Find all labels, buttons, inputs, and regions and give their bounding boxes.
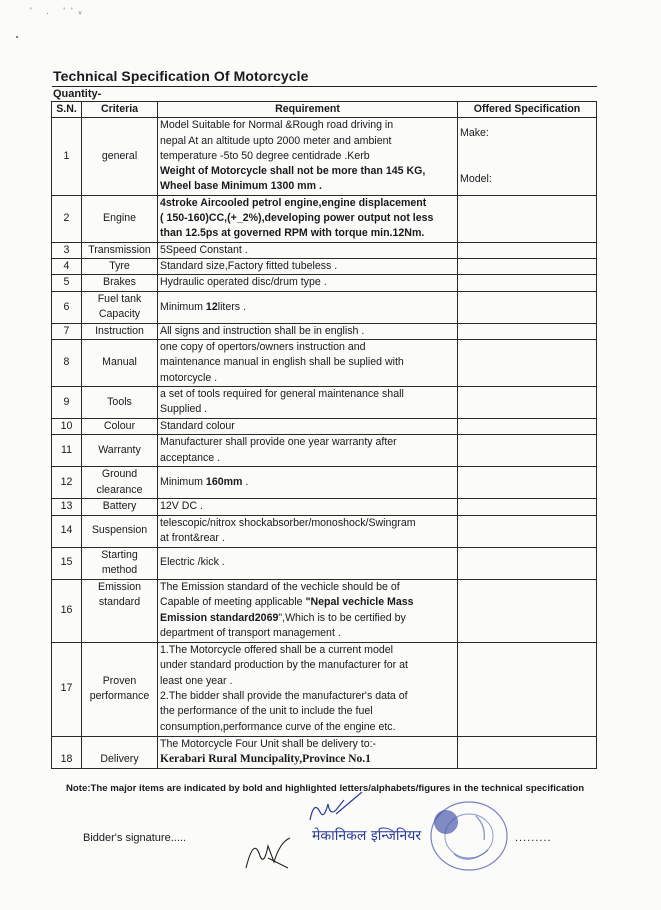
req-text: Minimum	[160, 476, 206, 489]
header-requirement: Requirement	[158, 102, 458, 118]
table-row	[52, 118, 597, 195]
row-sn: 4	[52, 259, 82, 275]
table-row	[52, 515, 597, 547]
offered-cell[interactable]	[458, 499, 597, 515]
req-line	[160, 611, 455, 626]
row-criteria: Colour	[82, 418, 158, 434]
row-requirement: 12V DC .	[158, 499, 458, 515]
req-line: under standard production by the manufacturer for at	[160, 659, 408, 672]
req-line: 2.The bidder shall provide the manufacturer's data of	[160, 690, 408, 703]
delivery-location: Kerabari Rural Muncipality,Province No.1	[160, 753, 371, 766]
header-criteria: Criteria	[82, 102, 158, 118]
req-text: Minimum	[160, 300, 206, 313]
criteria-line: Starting	[101, 548, 138, 561]
criteria-line: performance	[89, 690, 150, 703]
table-row	[52, 259, 597, 275]
row-requirement: Hydraulic operated disc/drum type .	[158, 275, 458, 291]
row-requirement: All signs and instruction shall be in english .	[158, 323, 458, 339]
table-row	[52, 499, 597, 515]
req-line-bold: Weight of Motorcycle shall not be more than 145 KG,	[160, 165, 426, 178]
row-requirement	[158, 291, 458, 323]
req-line: maintenance manual in english shall be suplied with	[160, 356, 404, 369]
req-line: consumption,performance curve of the engine etc.	[160, 720, 396, 733]
row-sn: 16	[52, 579, 82, 642]
signature-dots: .........	[515, 832, 552, 844]
row-criteria: Suspension	[82, 515, 158, 547]
row-requirement	[158, 386, 458, 418]
quantity-label: Quantity-	[53, 88, 102, 100]
req-line: 1.The Motorcycle offered shall be a current model	[160, 644, 393, 657]
row-criteria: Brakes	[82, 275, 158, 291]
stamp-text: मेकानिकल इन्जिनियर	[312, 828, 422, 844]
criteria-line: method	[101, 564, 138, 577]
criteria-line: Fuel tank	[97, 292, 142, 305]
criteria-line: Emission	[98, 580, 141, 593]
table-row	[52, 579, 597, 642]
row-requirement: 5Speed Constant .	[158, 242, 458, 258]
row-criteria	[82, 547, 158, 579]
scan-specks: ' . ''ᵥ	[30, 6, 88, 16]
req-line: at front&rear .	[160, 532, 225, 545]
offered-cell[interactable]	[458, 386, 597, 418]
offered-cell[interactable]	[458, 435, 597, 467]
offered-cell[interactable]	[458, 259, 597, 275]
official-seal-icon	[424, 796, 514, 880]
table-row	[52, 275, 597, 291]
row-requirement: Standard colour	[158, 418, 458, 434]
offered-model-label: Model:	[460, 172, 492, 185]
req-line: a set of tools required for general maintenance shall	[160, 388, 404, 401]
row-sn: 3	[52, 242, 82, 258]
offered-cell[interactable]	[458, 275, 597, 291]
criteria-line: Ground	[101, 468, 138, 481]
row-sn: 6	[52, 291, 82, 323]
row-sn: 1	[52, 118, 82, 195]
table-header-row	[52, 102, 597, 118]
table-row	[52, 386, 597, 418]
req-line: acceptance .	[160, 451, 221, 464]
req-bold-value: 12	[205, 300, 218, 313]
req-line-bold: ( 150-160)CC,(+_2%),developing power output not less	[160, 212, 434, 225]
req-line	[160, 595, 455, 610]
offered-cell[interactable]	[458, 195, 597, 242]
offered-cell[interactable]	[458, 242, 597, 258]
row-criteria: Tyre	[82, 259, 158, 275]
table-row	[52, 242, 597, 258]
row-sn: 17	[52, 642, 82, 736]
row-sn: 15	[52, 547, 82, 579]
row-requirement: Electric /kick .	[158, 547, 458, 579]
row-criteria	[82, 642, 158, 736]
table-row	[52, 418, 597, 434]
req-line: one copy of opertors/owners instruction and	[160, 341, 366, 354]
row-requirement	[158, 339, 458, 386]
req-line: Supplied .	[160, 403, 208, 416]
req-text: ",Which is to be certified by	[278, 611, 406, 624]
table-row	[52, 435, 597, 467]
row-criteria: Transmission	[82, 242, 158, 258]
row-requirement	[158, 642, 458, 736]
bidder-signature-label: Bidder's signature.....	[83, 832, 186, 844]
table-row	[52, 339, 597, 386]
row-sn: 10	[52, 418, 82, 434]
req-text: Capable of meeting applicable	[160, 596, 306, 609]
criteria-line: clearance	[96, 483, 143, 496]
req-line: The Emission standard of the vechicle should be of	[160, 580, 400, 593]
row-requirement: Standard size,Factory fitted tubeless .	[158, 259, 458, 275]
row-sn: 7	[52, 323, 82, 339]
criteria-line: Capacity	[98, 308, 141, 321]
row-sn: 11	[52, 435, 82, 467]
req-bold-value: Emission standard2069	[160, 611, 279, 624]
table-row	[52, 547, 597, 579]
spec-table	[51, 101, 597, 769]
row-criteria: Tools	[82, 386, 158, 418]
offered-cell[interactable]	[458, 339, 597, 386]
req-line: nepal At an altitude upto 2000 meter and ambient	[160, 134, 392, 147]
row-criteria	[82, 291, 158, 323]
table-row	[52, 195, 597, 242]
row-requirement	[158, 467, 458, 499]
offered-cell[interactable]	[458, 418, 597, 434]
criteria-line: Proven	[102, 674, 137, 687]
row-criteria: general	[82, 118, 158, 195]
header-offered: Offered Specification	[458, 102, 597, 118]
row-criteria	[82, 579, 158, 642]
offered-cell[interactable]	[458, 515, 597, 547]
row-sn: 5	[52, 275, 82, 291]
table-row	[52, 323, 597, 339]
row-requirement	[158, 579, 458, 642]
offered-cell[interactable]	[458, 547, 597, 579]
req-line: telescopic/nitrox shockabsorber/monoshock/Swingram	[160, 516, 416, 529]
offered-cell[interactable]	[458, 323, 597, 339]
req-line-bold: than 12.5ps at governed RPM with torque min.12Nm.	[160, 227, 425, 240]
row-criteria: Engine	[82, 195, 158, 242]
offered-cell[interactable]	[458, 579, 597, 642]
offered-cell[interactable]	[458, 642, 597, 736]
row-criteria	[82, 467, 158, 499]
row-criteria: Manual	[82, 339, 158, 386]
row-sn: 9	[52, 386, 82, 418]
row-criteria: Instruction	[82, 323, 158, 339]
footnote: Note:The major items are indicated by bold and highlighted letters/alphabets/figures in the technical specification	[66, 783, 585, 794]
row-criteria: Warranty	[82, 435, 158, 467]
offered-cell[interactable]	[458, 467, 597, 499]
table-row	[52, 291, 597, 323]
offered-make-label: Make:	[460, 127, 489, 140]
row-sn: 13	[52, 499, 82, 515]
req-line: least one year .	[160, 674, 233, 687]
scan-dot	[16, 36, 18, 38]
req-line: The Motorcycle Four Unit shall be delivery to:-	[160, 737, 377, 750]
table-row	[52, 467, 597, 499]
req-line-bold: Wheel base Minimum 1300 mm .	[160, 180, 322, 193]
req-bold-value: "Nepal vechicle Mass	[305, 596, 414, 609]
row-criteria: Battery	[82, 499, 158, 515]
row-sn: 14	[52, 515, 82, 547]
req-line: Manufacturer shall provide one year warranty after	[160, 436, 397, 449]
table-row	[52, 642, 597, 736]
row-sn: 18	[52, 736, 82, 768]
row-requirement	[158, 118, 458, 195]
criteria-line: standard	[98, 595, 141, 608]
row-sn: 2	[52, 195, 82, 242]
req-line: motorcycle .	[160, 371, 218, 384]
table-row	[52, 736, 597, 768]
offered-cell[interactable]	[458, 736, 597, 768]
req-text: liters .	[217, 300, 246, 313]
page-title: Technical Specification Of Motorcycle	[53, 68, 309, 84]
req-line: department of transport management .	[160, 626, 341, 639]
row-criteria: Delivery	[82, 736, 158, 768]
offered-cell[interactable]	[458, 118, 597, 195]
row-requirement	[158, 195, 458, 242]
signature-top-icon	[300, 790, 370, 830]
row-sn: 12	[52, 467, 82, 499]
title-underline	[52, 86, 597, 87]
req-line: the performance of the unit to include the fuel	[160, 705, 373, 718]
req-line-bold: 4stroke Aircooled petrol engine,engine displacement	[160, 196, 427, 209]
req-text: .	[242, 476, 249, 489]
req-bold-value: 160mm	[205, 476, 243, 489]
row-requirement	[158, 515, 458, 547]
req-line: temperature -5to 50 degree centidrade .Kerb	[160, 149, 370, 162]
row-sn: 8	[52, 339, 82, 386]
signature-bottom-icon	[238, 828, 298, 874]
row-requirement	[158, 435, 458, 467]
req-line: Model Suitable for Normal &Rough road driving in	[160, 119, 394, 132]
offered-cell[interactable]	[458, 291, 597, 323]
header-sn: S.N.	[52, 102, 82, 118]
row-requirement	[158, 736, 458, 768]
